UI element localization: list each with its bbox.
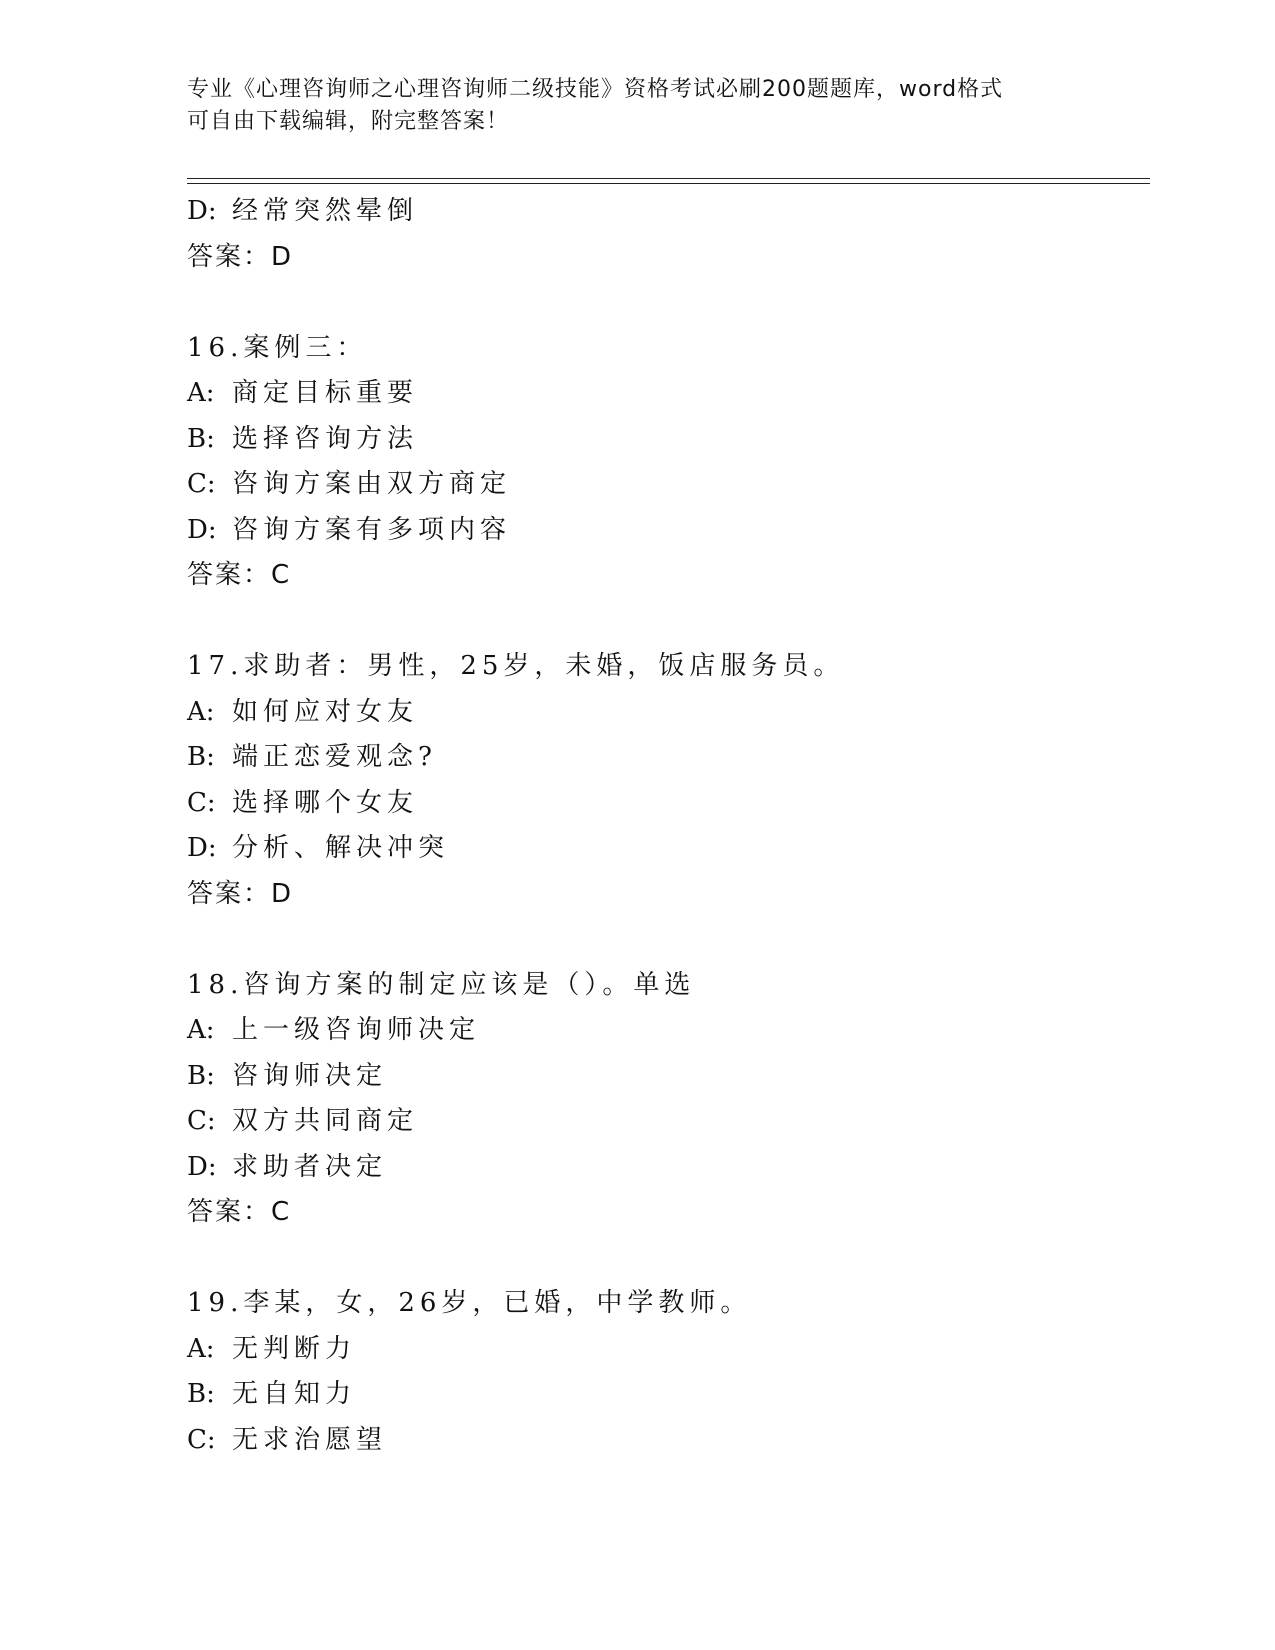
option-letter: D: (187, 196, 217, 226)
option-letter: A: (187, 378, 215, 408)
option-line (187, 371, 1147, 417)
option-text: 无自知力 (232, 1379, 357, 1409)
option-text: 咨询师决定 (232, 1060, 388, 1091)
option-line (187, 1372, 1147, 1418)
option-line (187, 690, 1147, 736)
option-text: 咨询方案有多项内容 (232, 514, 512, 545)
option-line (187, 1099, 1147, 1145)
answer-line: 答案：C (187, 560, 292, 590)
option-letter: A: (187, 696, 215, 727)
option-text: 无判断力 (232, 1333, 357, 1364)
option-line (187, 1418, 1147, 1464)
option-line (187, 1327, 1147, 1373)
question-stem: 18.咨询方案的制定应该是（）。单选 (187, 969, 696, 1000)
answer-line: 答案：C (187, 1197, 292, 1227)
option-letter: C: (187, 469, 216, 499)
option-line (187, 1054, 1147, 1100)
option-letter: D: (187, 1151, 217, 1182)
question-stem: 19.李某，女，26岁，已婚，中学教师。 (187, 1288, 752, 1318)
option-letter: C: (187, 787, 216, 818)
option-letter: B: (187, 423, 215, 454)
option-text: 上一级咨询师决定 (232, 1015, 481, 1045)
option-text: 求助者决定 (232, 1151, 388, 1182)
option-line (187, 462, 1147, 508)
document-header (187, 74, 1087, 138)
spacer (187, 917, 1147, 963)
question-stem: 16.案例三： (187, 332, 368, 363)
option-line (187, 781, 1147, 827)
option-line (187, 508, 1147, 554)
option-line (187, 189, 1147, 235)
option-text: 双方共同商定 (232, 1106, 419, 1136)
option-text: 选择咨询方法 (232, 423, 419, 454)
option-text: 分析、解决冲突 (232, 833, 450, 863)
spacer (187, 280, 1147, 326)
option-letter: C: (187, 1424, 216, 1455)
answer-line: 答案：D (187, 878, 294, 909)
header-divider-bottom (187, 183, 1150, 184)
answer-line: 答案：D (187, 241, 294, 272)
option-letter: A: (187, 1015, 215, 1045)
spacer (187, 1236, 1147, 1282)
option-line (187, 735, 1147, 781)
option-letter: B: (187, 742, 215, 772)
header-line-2: 可自由下载编辑，附完整答案！ (187, 109, 510, 134)
option-text: 如何应对女友 (232, 696, 419, 727)
option-text: 咨询方案由双方商定 (232, 469, 512, 499)
header-line-1: 专业《心理咨询师之心理咨询师二级技能》资格考试必刷200题题库，word格式 (187, 77, 1004, 102)
option-text: 无求治愿望 (232, 1424, 388, 1455)
question-stem: 17.求助者：男性，25岁，未婚，饭店服务员。 (187, 651, 845, 681)
option-letter: C: (187, 1106, 216, 1136)
option-text: 经常突然晕倒 (232, 196, 419, 226)
question-list (187, 189, 1147, 1463)
option-letter: D: (187, 514, 217, 545)
option-letter: D: (187, 833, 217, 863)
option-line (187, 1008, 1147, 1054)
option-line (187, 417, 1147, 463)
option-line (187, 826, 1147, 872)
option-line (187, 1145, 1147, 1191)
option-letter: A: (187, 1333, 215, 1364)
option-text: 选择哪个女友 (232, 787, 419, 818)
header-divider-top (187, 178, 1150, 179)
option-text: 端正恋爱观念? (232, 742, 437, 772)
option-letter: B: (187, 1379, 215, 1409)
spacer (187, 599, 1147, 645)
option-text: 商定目标重要 (232, 378, 419, 408)
option-letter: B: (187, 1060, 215, 1091)
